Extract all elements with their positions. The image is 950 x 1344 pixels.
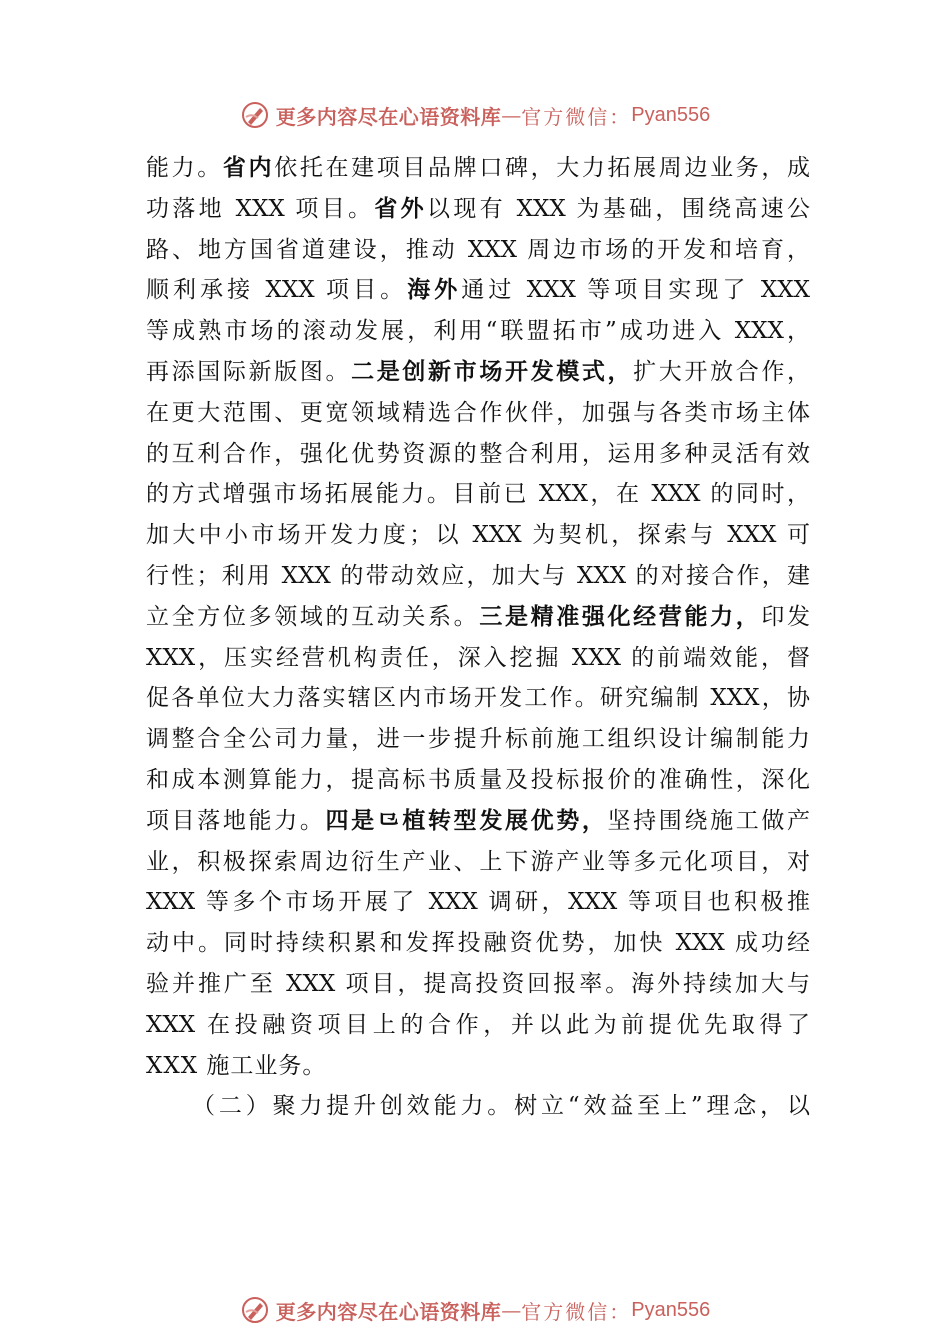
text-line (146, 882, 810, 923)
text-run: 项目落地能力。 (146, 807, 326, 834)
bold-text-run: 三是精准强化经营能力， (479, 602, 762, 630)
text-line (146, 148, 810, 189)
text-line (146, 923, 810, 964)
text-line (146, 515, 810, 556)
text-run: 坚持围绕施工做产 (607, 807, 810, 834)
text-line (146, 1086, 810, 1127)
banner-wechat-id: Pyan556 (631, 103, 711, 126)
text-line (146, 1046, 810, 1087)
text-line (146, 556, 810, 597)
text-run: 加大中小市场开发力度；以 XXX 为契机，探索与 XXX 可 (146, 522, 810, 549)
text-run: 功落地 XXX 项目。 (146, 195, 375, 222)
text-run: 扩大开放合作， (633, 358, 810, 385)
text-line (146, 842, 810, 883)
text-line (146, 230, 810, 271)
text-run: 依托在建项目品牌口碑，大力拓展周边业务，成 (274, 155, 810, 181)
text-run: XXX 在投融资项目上的合作，并以此为前提优先取得了 (146, 1011, 810, 1038)
text-run: 立全方位多领域的互动关系。 (146, 603, 480, 630)
text-line (146, 638, 810, 679)
text-line (146, 1005, 810, 1046)
text-run: 在更大范围、更宽领域精选合作伙伴，加强与各类市场主体 (146, 399, 810, 426)
banner-wechat-id: Pyan556 (631, 1298, 711, 1321)
text-line (146, 393, 810, 434)
bold-text-run: 二是创新市场开发模式， (351, 357, 634, 385)
bold-text-run: 省内 (222, 154, 275, 181)
text-run: 通过 XXX 等项目实现了 XXX (461, 277, 810, 304)
text-run: （二）聚力提升创效能力。树立“效益至上”理念，以 (192, 1093, 810, 1120)
document-body (146, 148, 810, 1127)
banner-wechat-label: 官方微信： (521, 1299, 632, 1324)
text-run: 顺利承接 XXX 项目。 (146, 277, 408, 304)
text-run: 行性；利用 XXX 的带动效应，加大与 XXX 的对接合作，建 (146, 562, 810, 589)
text-run: 等成熟市场的滚动发展，利用“联盟拓市”成功进入 XXX， (146, 318, 810, 345)
text-line (146, 760, 810, 801)
footer-banner (0, 1290, 950, 1330)
text-run: 和成本测算能力，提高标书质量及投标报价的准确性，深化 (146, 766, 810, 793)
text-run: 再添国际新版图。 (146, 358, 352, 385)
brand-logo-icon (240, 100, 270, 130)
text-line (146, 801, 810, 842)
banner-separator: — (501, 103, 522, 127)
header-banner (0, 95, 950, 135)
text-line (146, 270, 810, 311)
banner-wechat-label: 官方微信： (521, 104, 632, 129)
banner-brand-text: 更多内容尽在心语资料库 (275, 104, 502, 129)
banner-separator: — (501, 1298, 522, 1322)
bold-text-run: 海外 (407, 276, 462, 304)
text-run: 动中。同时持续积累和发挥投融资优势，加快 XXX 成功经 (146, 930, 810, 957)
text-run: 促各单位大力落实辖区内市场开发工作。研究编制 XXX，协 (146, 685, 810, 712)
text-run: 路、地方国省道建设，推动 XXX 周边市场的开发和培育， (146, 236, 810, 263)
text-line (146, 719, 810, 760)
banner-brand-text: 更多内容尽在心语资料库 (275, 1299, 502, 1324)
text-line (146, 678, 810, 719)
text-line (146, 474, 810, 515)
text-run: 能力。 (146, 155, 223, 181)
text-run: XXX，压实经营机构责任，深入挖掘 XXX 的前端效能，督 (146, 644, 810, 671)
text-run: 验并推广至 XXX 项目，提高投资回报率。海外持续加大与 (146, 970, 810, 997)
text-run: 的方式增强市场拓展能力。目前已 XXX，在 XXX 的同时， (146, 481, 810, 508)
bold-text-run: 四是⺋植转型发展优势， (325, 806, 608, 834)
text-run: 以现有 XXX 为基础，围绕高速公 (427, 195, 810, 222)
text-run: 的互利合作，强化优势资源的整合利用，运用多种灵活有效 (146, 440, 810, 467)
text-run: 调整合全公司力量，进一步提升标前施工组织设计编制能力 (146, 726, 810, 753)
text-line (146, 311, 810, 352)
text-line (146, 964, 810, 1005)
text-line (146, 597, 810, 638)
text-run: XXX 施工业务。 (146, 1052, 327, 1079)
text-run: 业，积极探索周边衍生产业、上下游产业等多元化项目，对 (146, 848, 810, 875)
text-run: 印发 (761, 603, 810, 630)
bold-text-run: 省外 (374, 194, 428, 222)
brand-logo-icon (240, 1295, 270, 1325)
text-run: XXX 等多个市场开展了 XXX 调研，XXX 等项目也积极推 (146, 889, 810, 916)
text-line (146, 352, 810, 393)
text-line (146, 189, 810, 230)
text-line (146, 434, 810, 475)
